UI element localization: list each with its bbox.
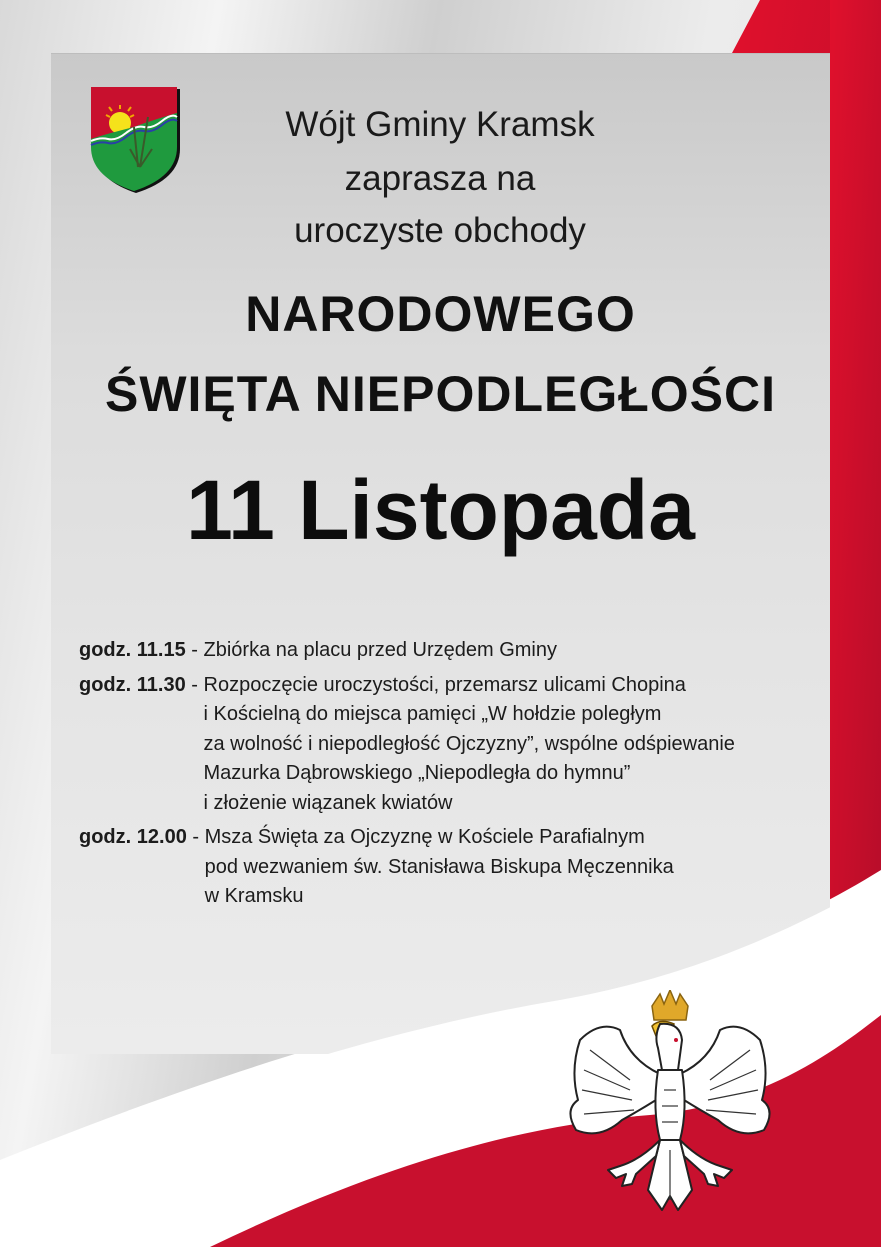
- polish-white-eagle-icon: [560, 990, 780, 1230]
- schedule-entry: [79, 823, 819, 912]
- description-line: Mazurka Dąbrowskiego „Niepodległa do hymnu”: [203, 762, 631, 784]
- schedule-description: [205, 823, 674, 912]
- intro-line-celebration: uroczyste obchody: [294, 211, 586, 250]
- schedule-entry: [79, 636, 819, 666]
- schedule-description: [204, 671, 735, 819]
- schedule-separator: -: [185, 639, 204, 661]
- event-date: 11 Listopada: [186, 463, 695, 557]
- schedule-separator: -: [185, 673, 204, 696]
- description-line: w Kramsku: [204, 885, 304, 907]
- description-line: i złożenie wiązanek kwiatów: [203, 791, 453, 814]
- schedule-time: godz. 12.00: [79, 826, 187, 848]
- description-line: Zbiórka na placu przed Urzędem Gminy: [203, 639, 557, 661]
- headline-line-2: ŚWIĘTA NIEPODLEGŁOŚCI: [104, 366, 777, 422]
- intro-line-host: Wójt Gminy Kramsk: [285, 105, 595, 144]
- description-line: pod wezwaniem św. Stanisława Biskupa Męczennika: [204, 855, 674, 878]
- event-schedule: [79, 636, 819, 917]
- headline-line-1: NARODOWEGO: [245, 286, 636, 342]
- schedule-time: godz. 11.15: [79, 639, 186, 661]
- kramsk-coat-of-arms-icon: [90, 87, 182, 195]
- schedule-entry: [79, 671, 819, 819]
- description-line: Rozpoczęcie uroczystości, przemarsz ulicami Chopina: [203, 673, 686, 696]
- description-line: za wolność i niepodległość Ojczyzny”, wspólne odśpiewanie: [203, 732, 735, 755]
- intro-line-invites: zaprasza na: [344, 159, 536, 198]
- schedule-description: [204, 636, 557, 666]
- schedule-time: godz. 11.30: [79, 673, 186, 696]
- description-line: i Kościelną do miejsca pamięci „W hołdzie poległym: [203, 703, 662, 725]
- description-line: Msza Święta za Ojczyznę w Kościele Parafialnym: [204, 826, 645, 848]
- schedule-separator: -: [186, 826, 205, 848]
